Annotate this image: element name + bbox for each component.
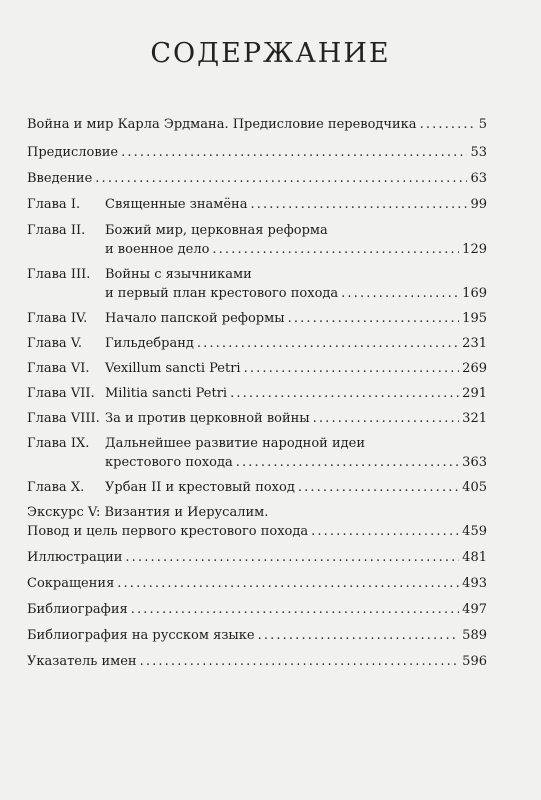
- toc-entry-title: Гильдебранд: [105, 336, 194, 351]
- page-number: 596: [462, 654, 487, 669]
- toc-entry: [27, 652, 487, 671]
- toc-line: [27, 574, 487, 593]
- toc-entry-title: Сокращения: [27, 576, 115, 591]
- toc-entry-title: Войны с язычниками: [105, 267, 252, 282]
- table-of-contents: [27, 109, 487, 671]
- page-number: 321: [462, 411, 487, 426]
- page-number: 5: [478, 117, 487, 132]
- dot-leader: [258, 626, 460, 645]
- page-number: 493: [462, 576, 487, 591]
- toc-line: [27, 115, 487, 134]
- dot-leader: [311, 522, 459, 541]
- dot-leader: [288, 309, 460, 328]
- toc-entry: [27, 195, 487, 214]
- toc-line: [27, 434, 487, 453]
- toc-entry-title: За и против церковной войны: [105, 411, 310, 426]
- dot-leader: [212, 240, 459, 259]
- dot-leader: [140, 652, 460, 671]
- chapter-label: Глава VIII.: [27, 411, 100, 426]
- toc-entry: [27, 143, 487, 162]
- page-number: 481: [462, 550, 487, 565]
- page-number: 291: [462, 386, 487, 401]
- toc-entry-title: и военное дело: [105, 242, 210, 257]
- toc-entry: [27, 334, 487, 353]
- toc-line: [27, 626, 487, 645]
- toc-line: [27, 221, 487, 240]
- dot-leader: [313, 409, 460, 428]
- toc-line: [27, 309, 487, 328]
- page-number: 63: [470, 171, 487, 186]
- toc-entry-title: Экскурс V: Византия и Иерусалим.: [27, 505, 269, 520]
- dot-leader: [230, 384, 459, 403]
- toc-entry-title: Militia sancti Petri: [105, 386, 228, 401]
- page-number: 195: [462, 311, 487, 326]
- toc-entry: [27, 265, 487, 303]
- toc-entry: [27, 169, 487, 188]
- toc-entry-title: крестового похода: [105, 455, 233, 470]
- dot-leader: [341, 284, 459, 303]
- page-number: 459: [462, 524, 487, 539]
- dot-leader: [117, 574, 459, 593]
- toc-entry: [27, 478, 487, 497]
- page-number: 497: [462, 602, 487, 617]
- toc-line: [27, 334, 487, 353]
- toc-entry: [27, 626, 487, 645]
- dot-leader: [125, 548, 459, 567]
- toc-entry: [27, 384, 487, 403]
- page-number: 53: [470, 145, 487, 160]
- page-number: 169: [462, 286, 487, 301]
- dot-leader: [236, 453, 459, 472]
- page-number: 99: [470, 197, 487, 212]
- page-number: 269: [462, 361, 487, 376]
- toc-entry-title: Священные знамёна: [105, 197, 248, 212]
- toc-entry: [27, 548, 487, 567]
- toc-line: [27, 265, 487, 284]
- chapter-label: Глава II.: [27, 223, 86, 238]
- toc-entry: [27, 434, 487, 472]
- toc-entry-title: Библиография: [27, 602, 128, 617]
- toc-line: [27, 143, 487, 162]
- dot-leader: [250, 195, 467, 214]
- toc-line: [27, 409, 487, 428]
- page-number: 405: [462, 480, 487, 495]
- toc-entry-title: и первый план крестового похода: [105, 286, 339, 301]
- toc-line: [27, 240, 487, 259]
- page-number: 363: [462, 455, 487, 470]
- chapter-label: Глава IV.: [27, 311, 88, 326]
- dot-leader: [121, 143, 467, 162]
- page-title: СОДЕРЖАНИЕ: [150, 38, 391, 69]
- chapter-label: Глава VI.: [27, 361, 90, 376]
- toc-line: [27, 284, 487, 303]
- toc-line: [27, 652, 487, 671]
- dot-leader: [244, 359, 460, 378]
- toc-line: [27, 169, 487, 188]
- page-number: 231: [462, 336, 487, 351]
- chapter-label: Глава VII.: [27, 386, 95, 401]
- toc-entry-title: Введение: [27, 171, 93, 186]
- dot-leader: [298, 478, 459, 497]
- toc-entry: [27, 574, 487, 593]
- toc-entry-title: Война и мир Карла Эрдмана. Предисловие переводчика: [27, 117, 417, 132]
- toc-entry: [27, 359, 487, 378]
- toc-entry: [27, 221, 487, 259]
- toc-entry: [27, 503, 487, 541]
- toc-line: [27, 548, 487, 567]
- toc-entry-title: Vexillum sancti Petri: [105, 361, 241, 376]
- toc-line: [27, 478, 487, 497]
- toc-entry: [27, 115, 487, 134]
- toc-line: [27, 522, 487, 541]
- toc-line: [27, 195, 487, 214]
- toc-entry: [27, 409, 487, 428]
- chapter-label: Глава I.: [27, 197, 81, 212]
- toc-line: [27, 359, 487, 378]
- toc-entry: [27, 600, 487, 619]
- toc-entry-title: Божий мир, церковная реформа: [105, 223, 328, 238]
- page-number: 129: [462, 242, 487, 257]
- toc-entry-title: Повод и цель первого крестового похода: [27, 524, 309, 539]
- dot-leader: [95, 169, 467, 188]
- toc-entry-title: Иллюстрации: [27, 550, 123, 565]
- chapter-label: Глава X.: [27, 480, 85, 495]
- toc-line: [27, 600, 487, 619]
- toc-entry-title: Дальнейшее развитие народной идеи: [105, 436, 365, 451]
- toc-line: [27, 453, 487, 472]
- dot-leader: [131, 600, 459, 619]
- toc-entry-title: Урбан II и крестовый поход: [105, 480, 295, 495]
- dot-leader: [420, 115, 476, 134]
- toc-line: [27, 503, 487, 522]
- toc-entry-title: Предисловие: [27, 145, 119, 160]
- chapter-label: Глава V.: [27, 336, 83, 351]
- toc-entry-title: Указатель имен: [27, 654, 137, 669]
- chapter-label: Глава IX.: [27, 436, 90, 451]
- toc-entry: [27, 309, 487, 328]
- toc-line: [27, 384, 487, 403]
- dot-leader: [197, 334, 459, 353]
- chapter-label: Глава III.: [27, 267, 91, 282]
- page-number: 589: [462, 628, 487, 643]
- toc-entry-title: Библиография на русском языке: [27, 628, 255, 643]
- toc-entry-title: Начало папской реформы: [105, 311, 285, 326]
